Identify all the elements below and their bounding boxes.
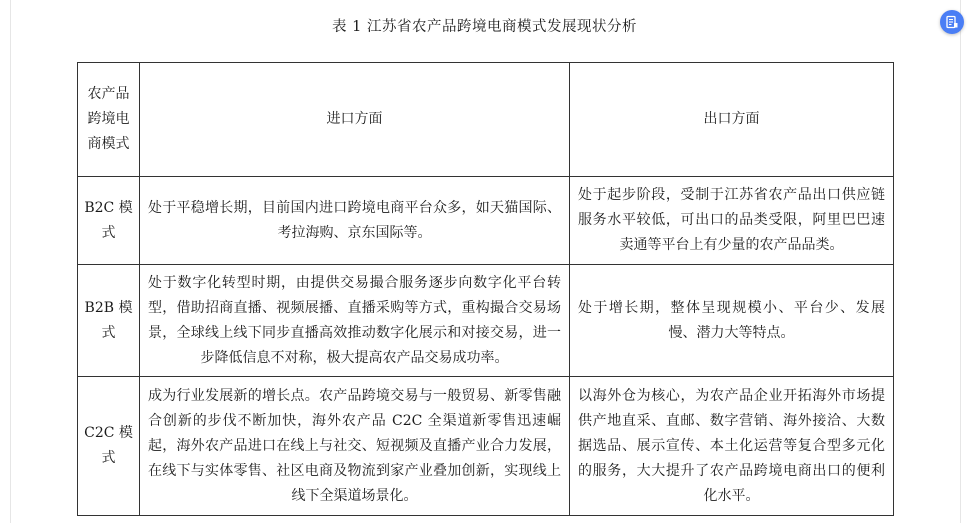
header-import: 进口方面	[140, 63, 570, 177]
table-caption: 表 1 江苏省农产品跨境电商模式发展现状分析	[332, 19, 637, 35]
cell-import: 处于数字化转型时期，由提供交易撮合服务逐步向数字化平台转型，借助招商直播、视频展播、直播采购等方式，重构撮合交易场景，全球线上线下同步直播高效推动数字化展示和对接交易，进一步降低信息不对称，极大提高农产品交易成功率。	[140, 265, 570, 377]
table-row-b2b	[78, 265, 894, 377]
table-row-b2c	[78, 177, 894, 265]
header-export: 出口方面	[570, 63, 894, 177]
cell-mode: B2C 模式	[78, 177, 140, 265]
cell-export: 处于增长期，整体呈现规模小、平台少、发展慢、潜力大等特点。	[570, 265, 894, 377]
cell-import: 处于平稳增长期，目前国内进口跨境电商平台众多，如天猫国际、考拉海购、京东国际等。	[140, 177, 570, 265]
table-header-row	[78, 63, 894, 177]
document-icon	[945, 15, 959, 29]
cell-mode: C2C 模式	[78, 377, 140, 516]
header-mode: 农产品跨境电商模式	[78, 63, 140, 177]
cell-export: 处于起步阶段，受制于江苏省农产品出口供应链服务水平较低，可出口的品类受限，阿里巴巴速卖通等平台上有少量的农产品品类。	[570, 177, 894, 265]
cell-import: 成为行业发展新的增长点。农产品跨境交易与一般贸易、新零售融合创新的步伐不断加快，海外农产品 C2C 全渠道新零售迅速崛起，海外农产品进口在线上与社交、短视频及直播产业合力发展，在线下与实体零售、社区电商及物流到家产业叠加创新，实现线上线下全渠道场景化。	[140, 377, 570, 516]
cell-export: 以海外仓为核心，为农产品企业开拓海外市场提供产地直采、直邮、数字营销、海外接洽、大数据选品、展示宣传、本土化运营等复合型多元化的服务，大大提升了农产品跨境电商出口的便利化水平。	[570, 377, 894, 516]
table-row-c2c	[78, 377, 894, 516]
page-edge-right	[960, 0, 961, 523]
page-edge-left	[10, 0, 11, 523]
floating-action-button[interactable]	[940, 10, 964, 34]
analysis-table	[77, 62, 894, 516]
cell-mode: B2B 模式	[78, 265, 140, 377]
